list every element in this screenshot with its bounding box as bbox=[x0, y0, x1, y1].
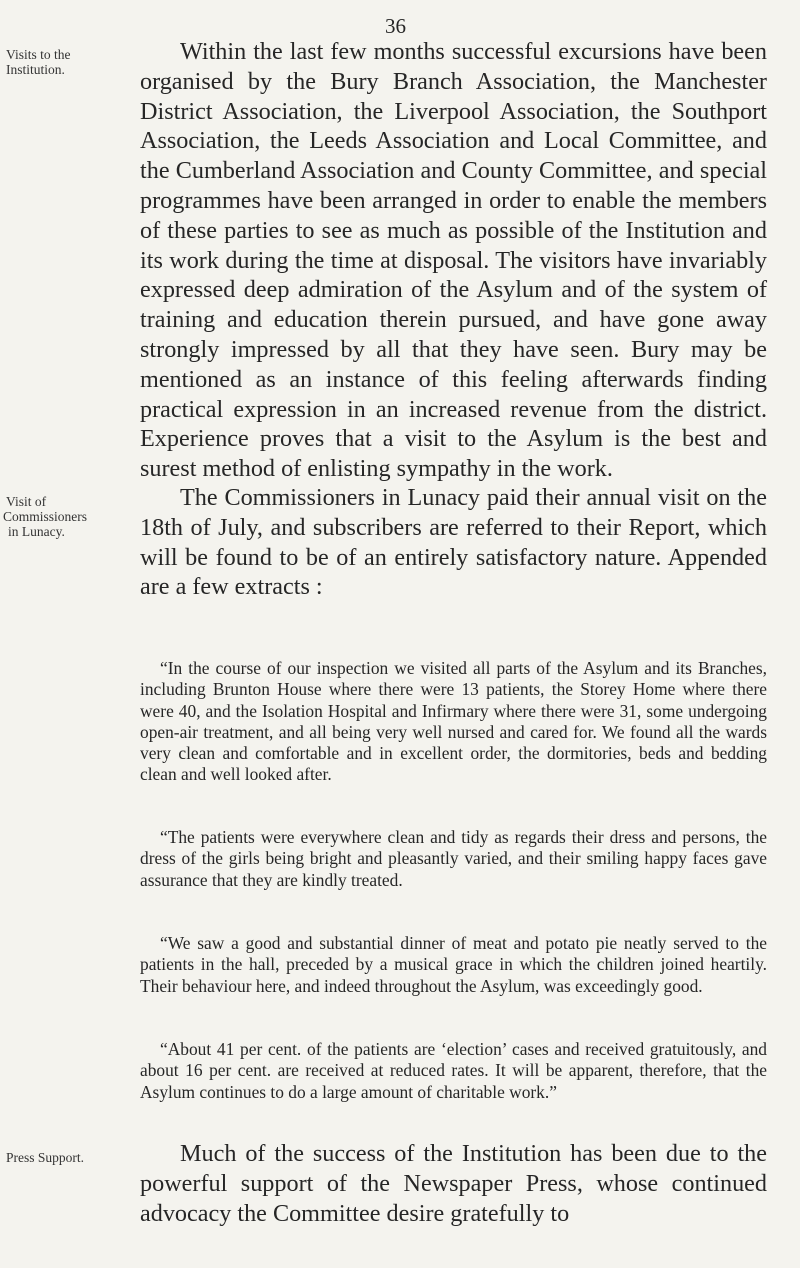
margin-note-line: Visits to the bbox=[6, 47, 71, 62]
extract-inspection: “In the course of our inspection we visited all parts of the Asylum and its Branches, including Brunton House where there were 13 patients, the Storey Home where there were 40, and the Isolation Hospital and Infirmary where there were 31, some undergoing open-air treatment, and all being very well nursed and cared for. We found all the wards very clean and comfortable and in excellent order, the dormitories, beds and bedding clean and well looked after. bbox=[140, 658, 767, 785]
margin-note-press bbox=[6, 1150, 110, 1165]
margin-note-line: Institution. bbox=[6, 62, 65, 77]
paragraph-commissioners: The Commissioners in Lunacy paid their annual visit on the 18th of July, and subscribers are referred to their Report, which will be found to be of an entirely satisfactory nature. Appended are a few extracts : bbox=[140, 484, 767, 601]
margin-note-commissioners bbox=[3, 494, 110, 539]
extract-dinner: “We saw a good and substantial dinner of meat and potato pie neatly served to the patients in the hall, preceded by a musical grace in which the children joined heartily. Their behaviour here, and indeed throughout the Asylum, was exceedingly good. bbox=[140, 933, 767, 996]
page-number: 36 bbox=[385, 14, 406, 38]
extract-patients-dress: “The patients were everywhere clean and tidy as regards their dress and persons, the dress of the girls being bright and pleasantly varied, and their smiling happy faces gave assurance that they are kindly treated. bbox=[140, 827, 767, 890]
margin-note-line: Visit of bbox=[6, 494, 47, 509]
margin-note-visits bbox=[6, 47, 110, 77]
margin-note-line: Commissioners bbox=[3, 509, 88, 524]
paragraph-visits: Within the last few months successful excursions have been organised by the Bury Branch Association, the Manchester District Association, the Liverpool Association, the Southport Association, the Leeds Association and Local Committee, and the Cumberland Association and County Committee, and special programmes have been arranged in order to enable the members of these parties to see as much as possible of the Institution and its work during the time at disposal. The visitors have invariably expressed deep admiration of the Asylum and of the system of training and education therein pursued, and have gone away strongly impressed by all that they have seen. Bury may be mentioned as an instance of this feeling afterwards finding practical expression in an increased revenue from the district. Experience proves that a visit to the Asylum is the best and surest method of enlisting sympathy in the work. bbox=[140, 38, 767, 483]
extract-charitable-work: “About 41 per cent. of the patients are ‘election’ cases and received gratuitously, and about 16 per cent. are received at reduced rates. It will be apparent, therefore, that the Asylum continues to do a large amount of charitable work.” bbox=[140, 1039, 767, 1102]
paragraph-press-support: Much of the success of the Institution has been due to the powerful support of the Newspaper Press, whose continued advocacy the Committee desire gratefully to bbox=[140, 1140, 767, 1227]
margin-note-line: Press Support. bbox=[6, 1150, 85, 1165]
margin-note-line: in Lunacy. bbox=[8, 524, 65, 539]
